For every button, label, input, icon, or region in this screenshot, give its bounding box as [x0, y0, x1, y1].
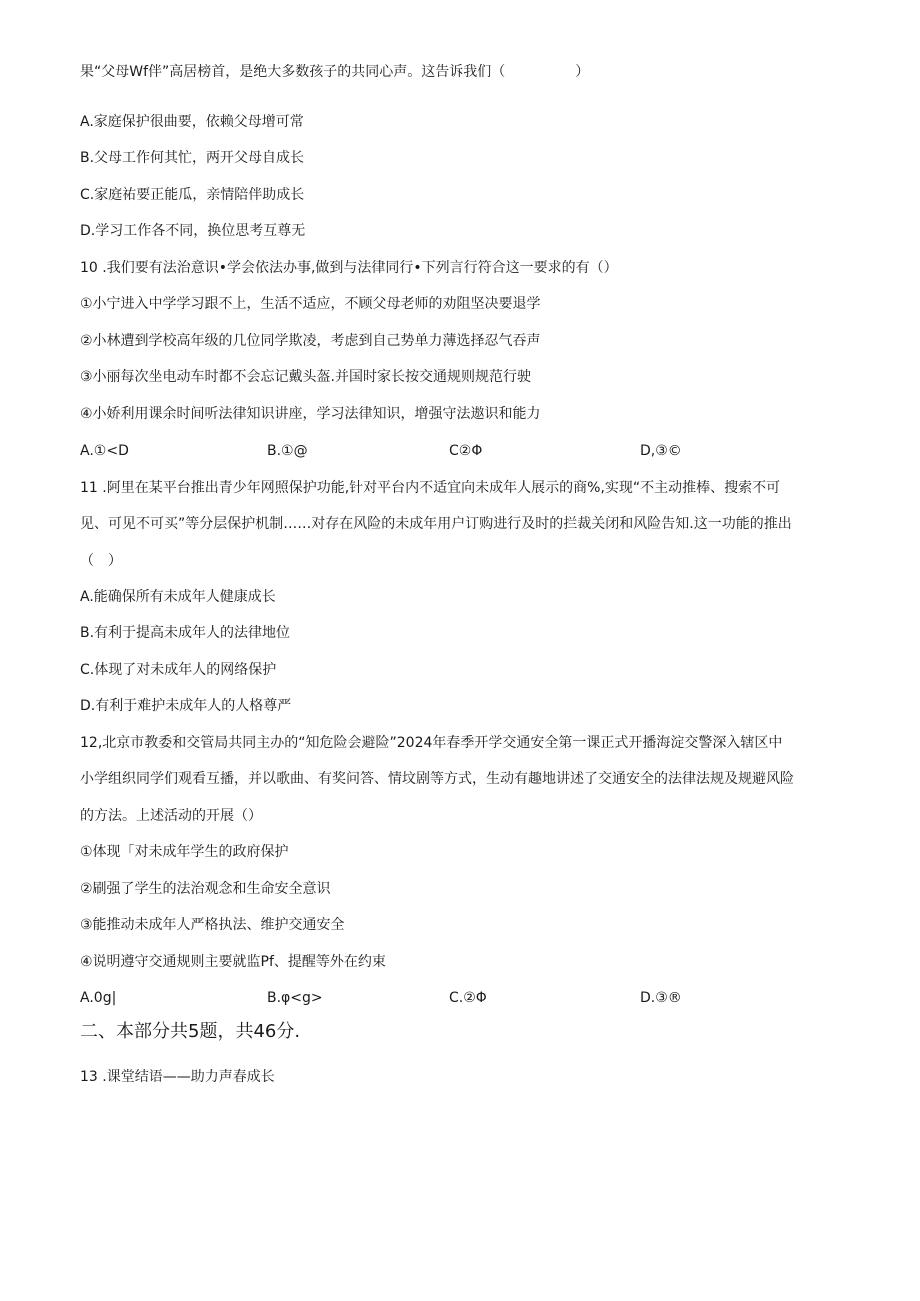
- q11-option-b: B.有利于提高未成年人的法律地位: [80, 625, 291, 641]
- q12-stem-line-3: 的方法。上述活动的开展（）: [80, 808, 262, 824]
- q9-option-c: C.家庭祐要正能瓜，亲情陪伴助成长: [80, 187, 305, 203]
- q10-item-2: ②小林遭到学校高年级的几位同学欺凌，考虑到自己势单力薄选择忍气吞声: [80, 333, 541, 349]
- q10-option-c: C②Φ: [449, 443, 483, 459]
- q9-stem: 果“父母Wf伴”高居榜首，是绝大多数孩子的共同心声。这告诉我们（ ）: [80, 64, 590, 80]
- q12-option-a: A.0g|: [80, 990, 117, 1006]
- q11-option-d: D.有利于难护未成年人的人格尊严: [80, 698, 292, 714]
- q10-stem: 10 .我们要有法治意识•学会依法办事,做到与法律同行•下列言行符合这一要求的有（）: [80, 260, 618, 276]
- q12-item-2: ②刷强了学生的法治观念和生命安全意识: [80, 881, 331, 897]
- q10-option-d: D,③©: [640, 443, 682, 459]
- q11-option-a: A.能确保所有未成年人健康成长: [80, 589, 276, 605]
- q10-item-4: ④小娇利用课余时间听法律知识讲座，学习法律知识，增强守法遨识和能力: [80, 406, 541, 422]
- q12-item-3: ③能推动未成年人严格执法、维护交通安全: [80, 917, 345, 933]
- q10-option-a: A.①<D: [80, 443, 129, 459]
- q12-item-4: ④说明遵守交通规则主要就监Pf、提醒等外在约束: [80, 954, 386, 970]
- q13-stem: 13 .课堂结语——助力声春成长: [80, 1069, 275, 1085]
- q10-item-3: ③小丽每次坐电动车时都不会忘记戴头盔.并国时家长按交通规则规范行驶: [80, 369, 531, 385]
- q11-stem-line-1: 11 .阿里在某平台推出青少年网照保护功能,针对平台内不适宜向未成年人展示的商%,实现“不主动推棒、搜索不可: [80, 480, 781, 496]
- q11-stem-line-3: （ ）: [80, 553, 122, 569]
- q9-option-d: D.学习工作各不同，换位思考互尊无: [80, 223, 306, 239]
- q12-option-b: B.φ<g>: [267, 990, 323, 1006]
- q9-option-a: A.家庭保护很曲要，依赖父母增可常: [80, 114, 304, 130]
- q11-stem-line-2: 见、可见不可买”等分层保护机制……对存在风险的未成年用户订购进行及时的拦裁关闭和风险告知.这一功能的推出: [80, 516, 792, 532]
- q12-option-c: C.②Φ: [449, 990, 487, 1006]
- section-2-title: 二、本部分共5题，共46分.: [80, 1021, 301, 1042]
- q12-option-d: D.③®: [640, 990, 682, 1006]
- q9-option-b: B.父母工作何其忙，两开父母自成长: [80, 150, 305, 166]
- q12-stem-line-2: 小学组织同学们观看互播，并以歌曲、有奖问答、情坟剧等方式，生动有趣地讲述了交通安全的法律法规及规避风险: [80, 771, 794, 787]
- q10-option-b: B.①@: [267, 443, 308, 459]
- q12-item-1: ①体现「对未成年学生的政府保护: [80, 844, 289, 860]
- q11-option-c: C.体现了对未成年人的网络保护: [80, 662, 277, 678]
- q10-item-1: ①小宁进入中学学习跟不上，生活不适应，不顾父母老师的劝阻坚决要退学: [80, 296, 541, 312]
- q12-stem-line-1: 12,北京市教委和交管局共同主办的“知危险会避险”2024年春季开学交通安全第一课正式开播海淀交警深入辖区中: [80, 735, 783, 751]
